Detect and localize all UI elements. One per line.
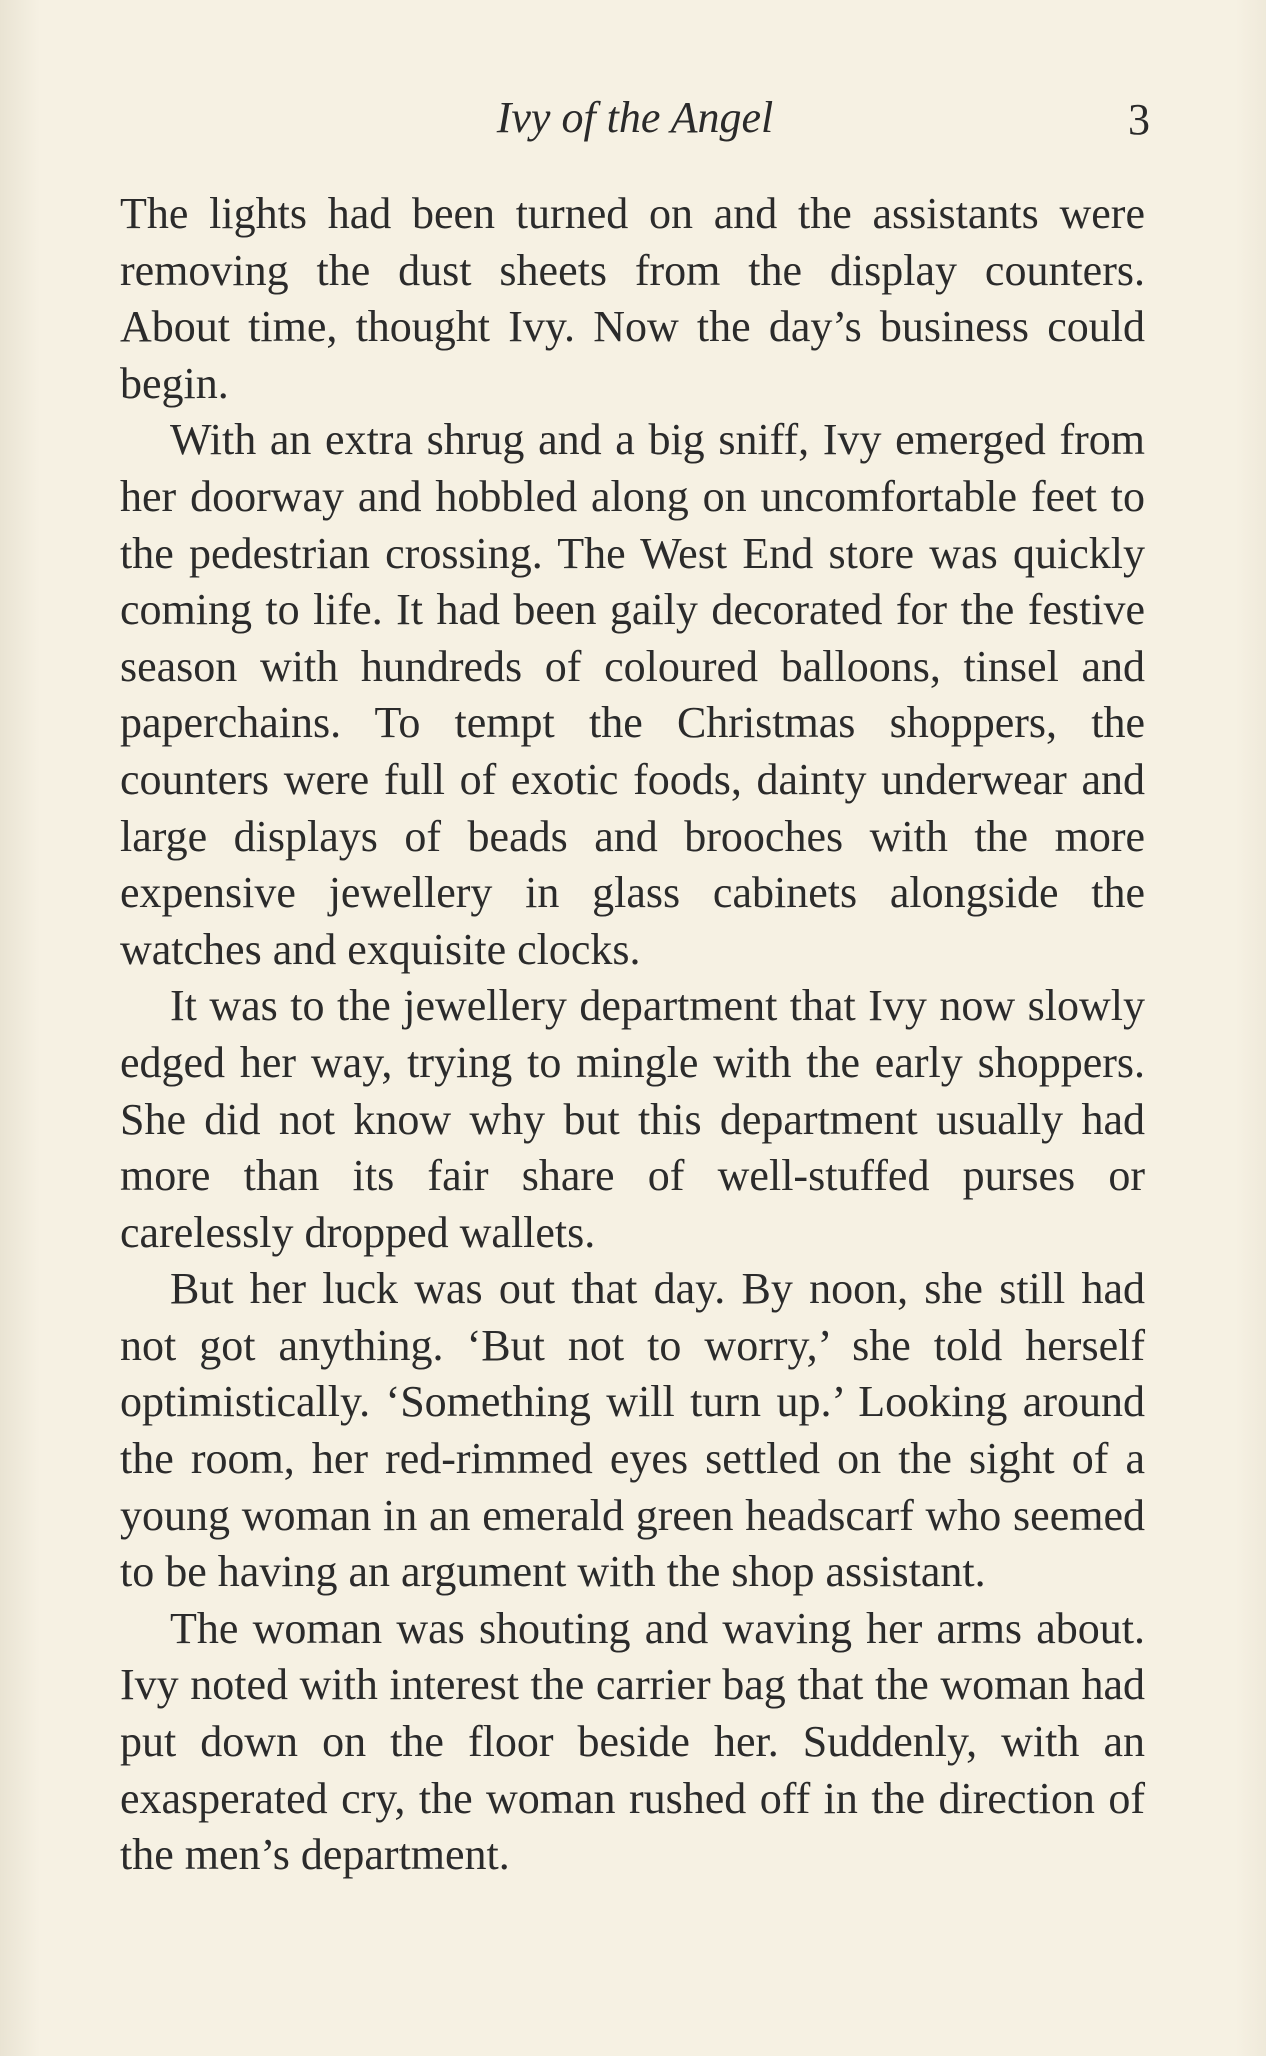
paragraph-1: The lights had been turned on and the assistants were removing the dust sheets from the display counters. About time, thought Ivy. Now the day’s business could begin. [120, 189, 1145, 408]
paragraph-5: The woman was shouting and waving her arms about. Ivy noted with interest the carrier bag that the woman had put down on the floor beside her. Suddenly, with an exasperated cry, the woman rushed off in the direction of the men’s department. [120, 1603, 1145, 1880]
paragraph-3: It was to the jewellery department that Ivy now slowly edged her way, trying to mingle with the early shoppers. She did not know why but this department usually had more than its fair share of well-stuffed purses or carelessly dropped wallets. [120, 981, 1145, 1257]
running-header [120, 92, 1150, 152]
paragraph-2: With an extra shrug and a big sniff, Ivy emerged from her doorway and hobbled along on uncomfortable feet to the pedestrian crossing. The West End store was quickly coming to life. It had been gaily decorated for the festive season with hundreds of coloured balloons, tinsel and paperchains. To tempt the Christmas shoppers, the counters were full of exotic foods, dainty underwear and large displays of beads and brooches with the more expensive jewellery in glass cabinets alongside the watches and exquisite clocks. [120, 415, 1145, 974]
body-text [120, 186, 1145, 1884]
paragraph-4: But her luck was out that day. By noon, she still had not got anything. ‘But not to worry,’ she told herself optimistically. ‘Something will turn up.’ Looking around the room, her red-rimmed eyes settled on the sight of a young woman in an emerald green headscarf who seemed to be having an argument with the shop assistant. [120, 1264, 1145, 1597]
running-title: Ivy of the Angel [496, 93, 774, 142]
page-number: 3 [1128, 95, 1150, 144]
